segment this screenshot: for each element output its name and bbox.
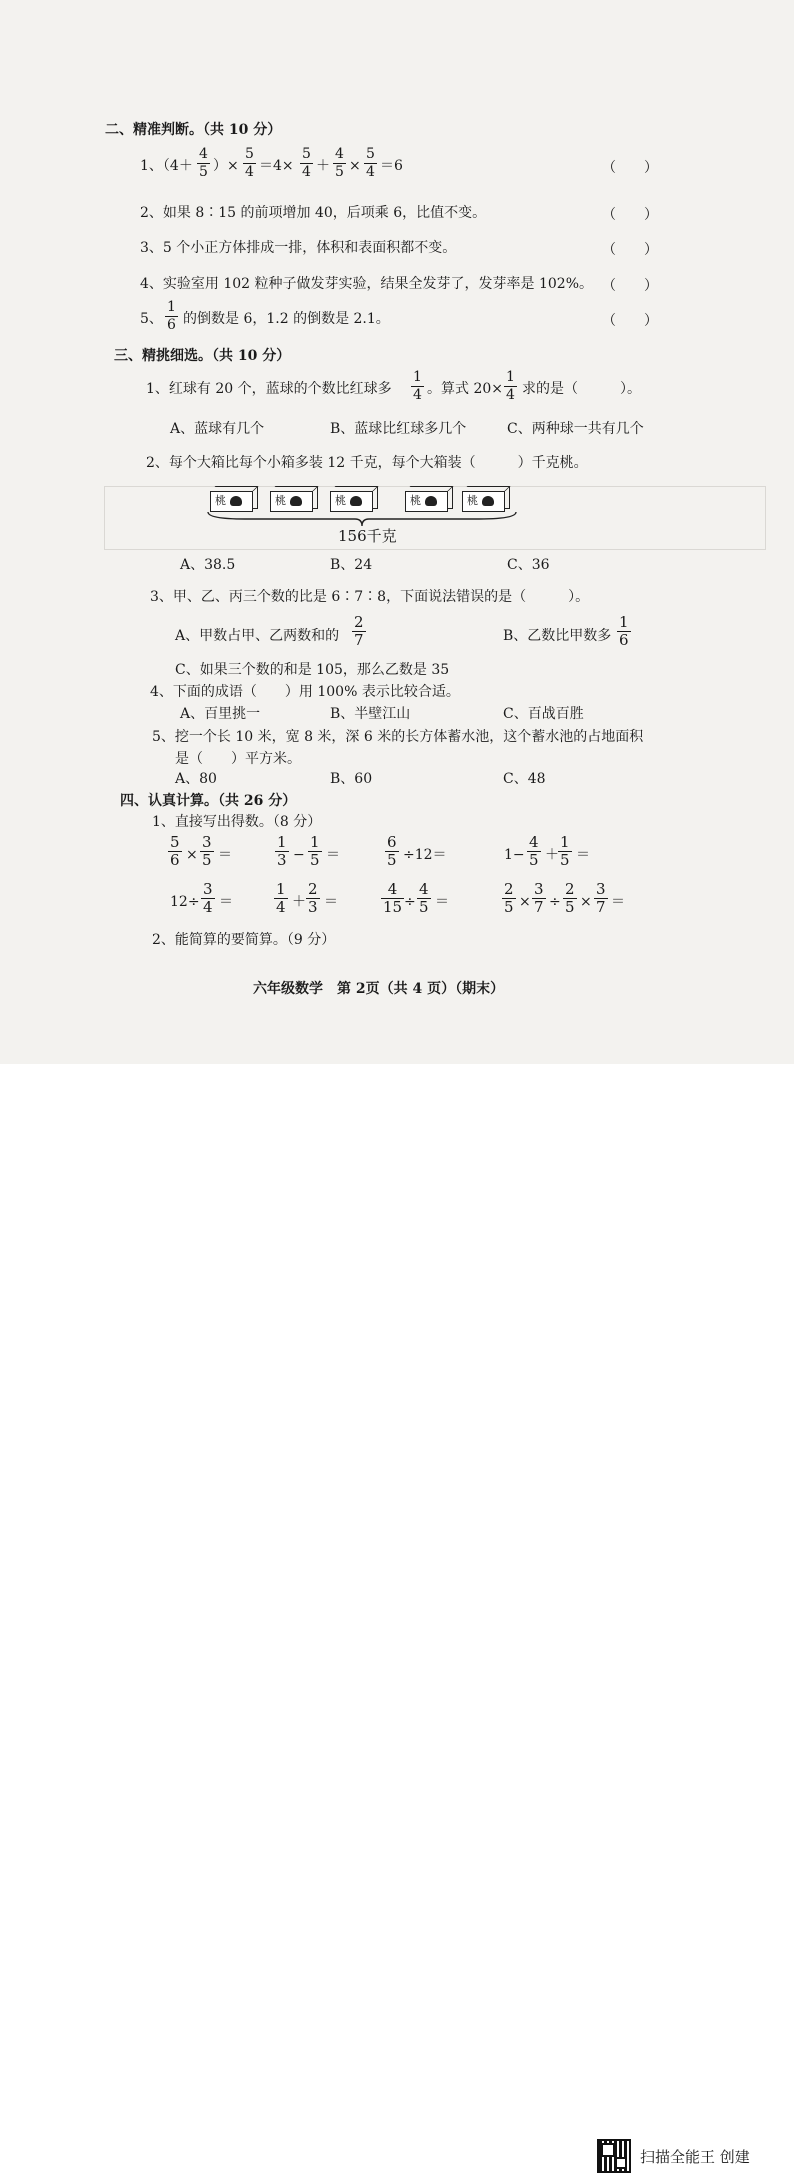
- peach-icon: [290, 496, 302, 506]
- peach-box-large: 桃: [330, 486, 380, 512]
- choice-q5-opt-b[interactable]: B、60: [330, 771, 373, 787]
- peach-icon: [230, 496, 242, 506]
- choice-q4-opt-a[interactable]: A、百里挑一: [180, 706, 261, 722]
- judge-q2: 2、如果 8∶15 的前项增加 40，后项乘 6，比值不变。: [140, 205, 487, 221]
- peach-box-small: 桃: [405, 486, 455, 512]
- choice-q1-opt-c[interactable]: C、两种球一共有几个: [507, 421, 644, 437]
- choice-q2-opt-c[interactable]: C、36: [507, 557, 550, 573]
- answer-paren[interactable]: （ ）: [602, 278, 658, 294]
- calc-sub1-title: 1、直接写出得数。（8 分）: [152, 814, 322, 830]
- choice-q2: 2、每个大箱比每个小箱多装 12 千克，每个大箱装（ ）千克桃。: [146, 455, 588, 471]
- choice-q3-opt-c[interactable]: C、如果三个数的和是 105，那么乙数是 35: [175, 662, 450, 678]
- section-2-title: 二、精准判断。（共 10 分）: [105, 122, 282, 138]
- answer-paren[interactable]: （ ）: [602, 207, 658, 223]
- calc-sub2-title: 2、能简算的要简算。（9 分）: [152, 932, 336, 948]
- page-footer: 六年级数学 第 2页（共 4 页）（期末）: [253, 981, 505, 997]
- scanner-watermark: 扫描全能王 创建: [640, 2148, 750, 2166]
- section-4-title: 四、认真计算。（共 26 分）: [120, 793, 297, 809]
- choice-q5-line1: 5、挖一个长 10 米，宽 8 米，深 6 米的长方体蓄水池，这个蓄水池的占地面积: [152, 729, 644, 745]
- choice-q5-opt-a[interactable]: A、80: [175, 771, 217, 787]
- choice-q4-opt-c[interactable]: C、百战百胜: [503, 706, 584, 722]
- judge-q4: 4、实验室用 102 粒种子做发芽实验，结果全发芽了，发芽率是 102%。: [140, 276, 594, 292]
- total-brace: [205, 510, 520, 528]
- choice-q2-opt-b[interactable]: B、24: [330, 557, 373, 573]
- peach-icon: [482, 496, 494, 506]
- scan-watermark-bar: [0, 1064, 794, 2166]
- choice-q5-line2: 是（ ）平方米。: [175, 751, 301, 767]
- choice-q3: 3、甲、乙、丙三个数的比是 6∶7∶8，下面说法错误的是（ ）。: [150, 589, 590, 605]
- choice-q4: 4、下面的成语（ ）用 100% 表示比较合适。: [150, 684, 460, 700]
- peach-icon: [350, 496, 362, 506]
- answer-paren[interactable]: （ ）: [602, 313, 658, 329]
- peach-box-large: 桃: [210, 486, 260, 512]
- answer-paren[interactable]: （ ）: [602, 160, 658, 176]
- peach-box-large: 桃: [270, 486, 320, 512]
- choice-q5-opt-c[interactable]: C、48: [503, 771, 546, 787]
- judge-q3: 3、5 个小正方体排成一排，体积和表面积都不变。: [140, 240, 457, 256]
- choice-q1-opt-b[interactable]: B、蓝球比红球多几个: [330, 421, 467, 437]
- peach-box-small: 桃: [462, 486, 512, 512]
- total-weight-label: 156千克: [338, 527, 397, 545]
- qr-code-icon: [597, 2139, 631, 2173]
- choice-q4-opt-b[interactable]: B、半壁江山: [330, 706, 411, 722]
- exam-page: 二、精准判断。（共 10 分） 1、（4＋ $\frac{4}{5}$ ）× $\frac{5}{4}$ ＝4× $\frac{5}{4}$ ＋ $\frac{4}{5}$ × $\frac{5}{4}$ ＝6 （ ） 2、如果 8∶15 的前项增加 40，后项乘 6，比值不变。 （ ） 3、5 个小正方体排成一排，体积和表面积都不变。 （ ） 4、实验室用 102 粒种子做发芽实验，结果全发芽了，发芽率是 102%。 （ ） 5、 $\frac{1}{6}$ 的倒数是 6，1.2 的倒数是 2.1。 （ ） 三、精挑细选。（共 10 分） 1、红球有 20 个，蓝球的个数比红球多 $\frac{1}{4}$ 。算式 20× $\frac{1}{4}$ 求的是（ ）。 A、蓝球有几个 B、蓝球比红球多几个 C、两种球一共有几个 2、每个大箱比每个小箱多装 12 千克，每个大箱装（ ）千克桃。 桃 桃 桃 桃 桃 156千克 A、38.5 B、24 C、36 3、甲、乙、丙三个数的比是 6∶7∶8，下面说法错误的是（ ）。 A、甲数占甲、乙两数和的 $\frac{2}{7}$ B、乙数比甲数多 $\frac{1}{6}$ C、如果三个数的和是 105，那么乙数是 35 4、下面的成语（ ）用 100% 表示比较合适。 A、百里挑一 B、半壁江山 C、百战百胜 5、挖一个长 10 米，宽 8 米，深 6 米的长方体蓄水池，这个蓄水池的占地面积 是（ ）平方米。 A、80 B、60 C、48 四、认真计算。（共 26 分） 1、直接写出得数。（8 分） $\frac{5}{6}$ × $\frac{3}{5}$ ＝ $\frac{1}{3}$ − $\frac{1}{5}$ ＝ $\frac{6}{5}$ ÷12＝ 1− $\frac{4}{5}$ ＋ $\frac{1}{5}$ ＝ 12÷ $\frac{3}{4}$ ＝ $\frac{1}{4}$ ＋ $\frac{2}{3}$ ＝ $\frac{4}{15}$ ÷ $\frac{4}{5}$ ＝ $\frac{2}{5}$ × $\frac{3}{7}$ ÷ $\frac{2}{5}$ × $\frac{3}{7}$ ＝ 2、能简算的要简算。（9 分） 六年级数学 第 2页（共 4 页）（期末）: [0, 0, 794, 1064]
- choice-q1-opt-a[interactable]: A、蓝球有几个: [170, 421, 265, 437]
- peach-icon: [425, 496, 437, 506]
- section-3-title: 三、精挑细选。（共 10 分）: [114, 348, 291, 364]
- choice-q2-opt-a[interactable]: A、38.5: [180, 557, 236, 573]
- answer-paren[interactable]: （ ）: [602, 242, 658, 258]
